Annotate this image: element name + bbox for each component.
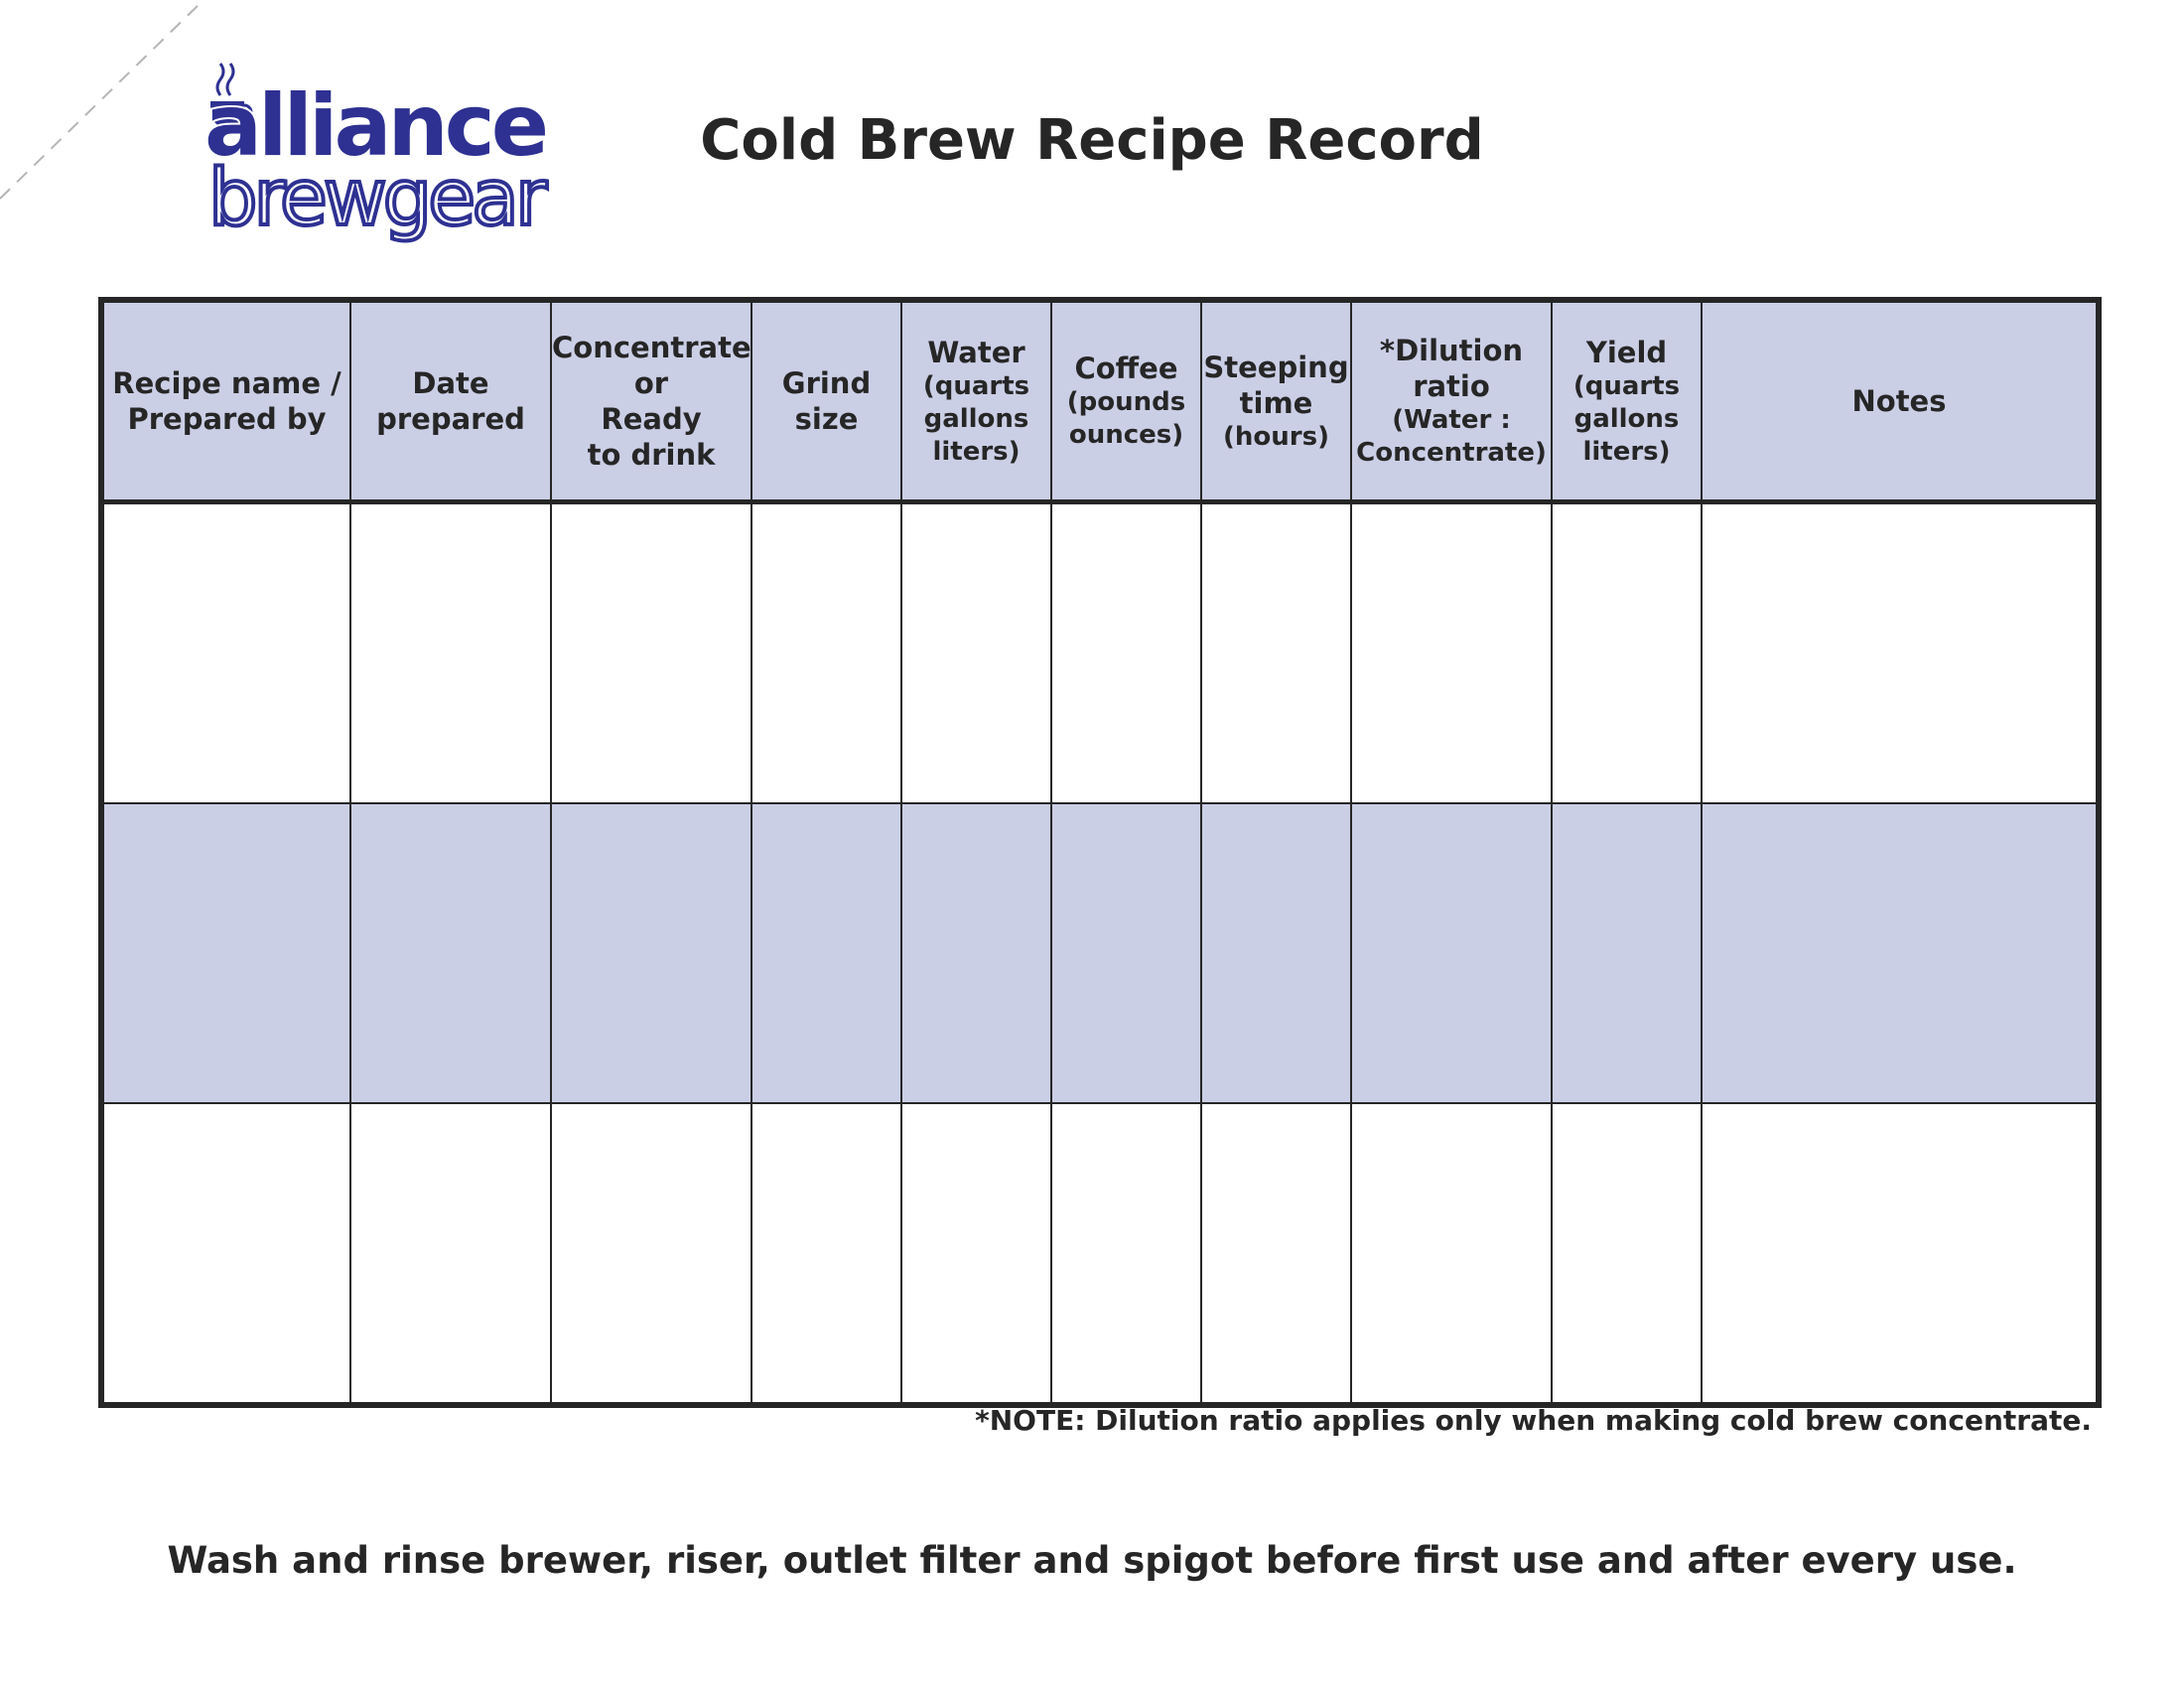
logo-word-brewgear: brewgear: [208, 154, 544, 243]
column-header-line: Recipe name /: [112, 366, 341, 400]
entry-cell[interactable]: [1201, 1103, 1351, 1405]
column-header-line: Ready: [601, 402, 702, 436]
column-header: [751, 300, 901, 502]
entry-cell[interactable]: [1552, 803, 1702, 1103]
column-header: [551, 300, 751, 502]
entry-cell[interactable]: [1552, 1103, 1702, 1405]
column-header-unit: (hours): [1223, 421, 1329, 452]
column-header-line: or: [633, 366, 669, 400]
entry-cell[interactable]: [901, 803, 1051, 1103]
entry-cell[interactable]: [901, 502, 1051, 804]
column-header: [1051, 300, 1201, 502]
column-header-unit: liters): [1582, 436, 1671, 467]
column-header-line: to drink: [587, 438, 716, 472]
entry-cell[interactable]: [551, 803, 751, 1103]
entry-cell[interactable]: [751, 1103, 901, 1405]
entry-cell[interactable]: [901, 1103, 1051, 1405]
column-header-unit: ounces): [1068, 420, 1184, 450]
column-header-unit: gallons: [1573, 403, 1680, 434]
column-header-unit: Concentrate): [1356, 438, 1547, 468]
entry-cell[interactable]: [1351, 1103, 1552, 1405]
column-header: [901, 300, 1051, 502]
entry-cell[interactable]: [1702, 1103, 2099, 1405]
table-header-row: [101, 300, 2099, 502]
column-header-unit: (pounds: [1066, 387, 1186, 417]
column-header-unit: liters): [932, 436, 1021, 467]
column-header-line: Date: [412, 366, 489, 400]
entry-cell[interactable]: [1552, 502, 1702, 804]
entry-cell[interactable]: [1702, 803, 2099, 1103]
column-header-line: Yield: [1585, 335, 1668, 369]
entry-cell[interactable]: [350, 803, 551, 1103]
corner-cut-line: [0, 0, 218, 209]
entry-cell[interactable]: [350, 502, 551, 804]
entry-cell[interactable]: [1051, 803, 1201, 1103]
entry-cell[interactable]: [1702, 502, 2099, 804]
table-row: [101, 1103, 2099, 1405]
table-row: [101, 803, 2099, 1103]
entry-cell[interactable]: [1351, 502, 1552, 804]
entry-cell[interactable]: [101, 1103, 350, 1405]
column-header-line: Water: [927, 335, 1025, 369]
column-header: [1702, 300, 2099, 502]
entry-cell[interactable]: [551, 502, 751, 804]
entry-cell[interactable]: [1351, 803, 1552, 1103]
entry-cell[interactable]: [1201, 803, 1351, 1103]
entry-cell[interactable]: [350, 1103, 551, 1405]
column-header-unit: (Water :: [1392, 405, 1511, 435]
column-header-line: ratio: [1413, 369, 1490, 403]
column-header-line: time: [1239, 385, 1313, 420]
entry-cell[interactable]: [751, 502, 901, 804]
alliance-brew-gear-logo: [197, 58, 564, 246]
column-header-line: Grind: [781, 366, 872, 400]
column-header-line: Notes: [1851, 384, 1947, 418]
dilution-footnote: *NOTE: Dilution ratio applies only when making cold brew concentrate.: [975, 1404, 2092, 1437]
entry-cell[interactable]: [101, 502, 350, 804]
logo-word-alliance: alliance: [205, 76, 546, 176]
table-row: [101, 502, 2099, 804]
column-header-line: Coffee: [1074, 352, 1178, 385]
column-header: [101, 300, 350, 502]
page-title: Cold Brew Recipe Record: [700, 108, 1484, 173]
cleaning-instruction: Wash and rinse brewer, riser, outlet filter and spigot before first use and after every use.: [167, 1539, 2017, 1582]
entry-cell[interactable]: [1051, 1103, 1201, 1405]
column-header-line: *Dilution: [1379, 334, 1524, 367]
entry-cell[interactable]: [551, 1103, 751, 1405]
column-header: [350, 300, 551, 502]
entry-cell[interactable]: [1201, 502, 1351, 804]
recipe-record-table: [98, 297, 2102, 1408]
column-header-unit: (quarts: [922, 370, 1030, 401]
column-header-line: size: [794, 402, 859, 436]
column-header-unit: (quarts: [1572, 370, 1681, 401]
column-header-line: prepared: [376, 402, 525, 436]
entry-cell[interactable]: [751, 803, 901, 1103]
column-header-unit: gallons: [923, 403, 1029, 434]
entry-cell[interactable]: [1051, 502, 1201, 804]
column-header-line: Concentrate: [552, 331, 751, 364]
column-header: [1552, 300, 1702, 502]
entry-cell[interactable]: [101, 803, 350, 1103]
column-header-line: Steeping: [1203, 350, 1349, 384]
column-header: [1201, 300, 1351, 502]
column-header: [1351, 300, 1552, 502]
column-header-line: Prepared by: [127, 402, 327, 436]
